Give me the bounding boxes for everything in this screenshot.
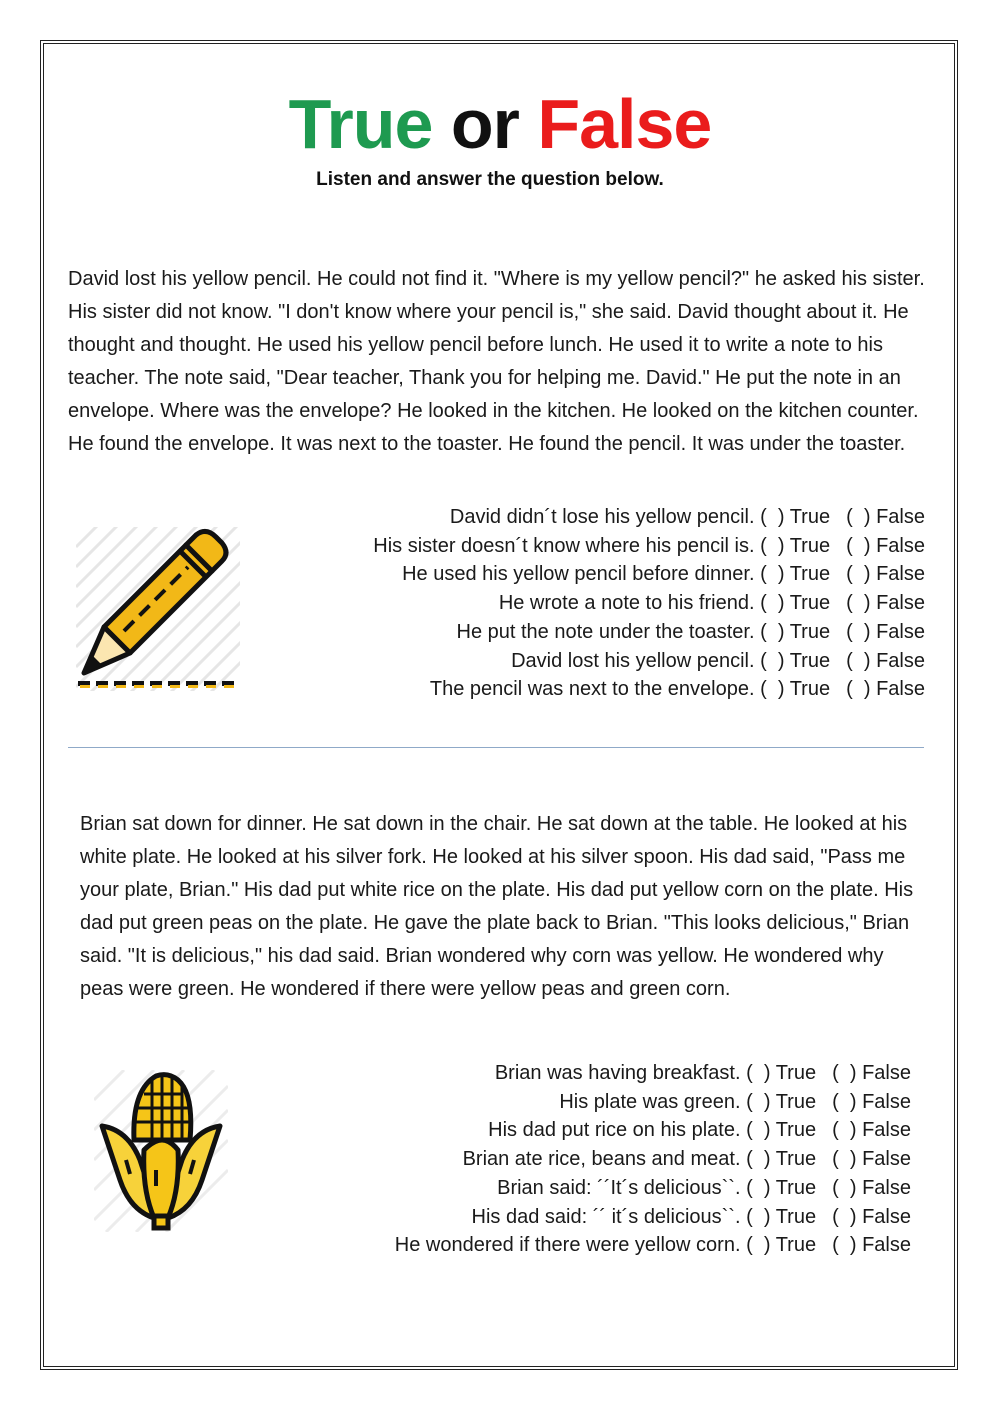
question-row [373, 675, 925, 704]
false-option[interactable]: ( ) False [832, 1090, 911, 1113]
true-option[interactable]: ( ) True [746, 1062, 817, 1084]
true-option[interactable]: ( ) True [760, 506, 831, 528]
question-row [373, 503, 925, 532]
question-text: Brian ate rice, beans and meat. [462, 1148, 741, 1171]
question-text: Brian said: ´´It´s delicious``. [497, 1176, 741, 1199]
question-row [395, 1231, 911, 1260]
question-row [395, 1203, 911, 1232]
true-option[interactable]: ( ) True [760, 563, 831, 586]
section-divider [68, 747, 924, 748]
true-option[interactable]: ( ) True [746, 1090, 817, 1113]
false-option[interactable]: ( ) False [846, 678, 925, 701]
question-text: He wrote a note to his friend. [498, 592, 755, 615]
true-option[interactable]: ( ) True [746, 1119, 817, 1142]
false-option[interactable]: ( ) False [846, 620, 925, 643]
question-text: He put the note under the toaster. [456, 620, 755, 643]
worksheet-title [0, 82, 1000, 166]
question-text: His dad put rice on his plate. [488, 1119, 741, 1142]
question-text: His sister doesn´t know where his pencil is. [373, 534, 755, 557]
question-text: He wondered if there were yellow corn. [394, 1234, 741, 1257]
true-option[interactable]: ( ) True [760, 592, 831, 615]
passage-brian: Brian sat down for dinner. He sat down in the chair. He sat down at the table. He looked at his white plate. He looked at his silver fork. He looked at his silver spoon. His dad said, "Pass me your plate, Brian." His dad put white rice on the plate. His dad put yellow corn on the plate. His dad put green peas on the plate. He gave the plate back to Brian. "This looks delicious," Brian said. "It is delicious," his dad said. Brian wondered why corn was yellow. He wondered why peas were green. He wondered if there were yellow peas and green corn. [80, 813, 914, 1000]
question-row [373, 589, 925, 618]
question-row [373, 532, 925, 561]
question-row [395, 1174, 911, 1203]
false-option[interactable]: ( ) False [846, 649, 925, 672]
false-option[interactable]: ( ) False [832, 1119, 911, 1142]
false-option[interactable]: ( ) False [832, 1062, 911, 1084]
true-option[interactable]: ( ) True [746, 1176, 817, 1199]
true-option[interactable]: ( ) True [746, 1148, 817, 1171]
false-option[interactable]: ( ) False [832, 1176, 911, 1199]
true-option[interactable]: ( ) True [760, 649, 831, 672]
false-option[interactable]: ( ) False [846, 592, 925, 615]
true-option[interactable]: ( ) True [760, 678, 831, 701]
question-row [395, 1145, 911, 1174]
question-row [395, 1088, 911, 1117]
title-true-word: True [288, 85, 433, 163]
title-or-word: or [450, 85, 519, 163]
question-text: David didn´t lose his yellow pencil. [449, 506, 755, 528]
question-list-david [373, 503, 925, 704]
pencil-icon [76, 527, 240, 691]
true-option[interactable]: ( ) True [760, 534, 831, 557]
question-row [395, 1116, 911, 1145]
false-option[interactable]: ( ) False [846, 506, 925, 528]
false-option[interactable]: ( ) False [832, 1205, 911, 1228]
true-option[interactable]: ( ) True [746, 1234, 817, 1257]
question-text: His plate was green. [559, 1090, 741, 1113]
question-row [373, 618, 925, 647]
question-row [395, 1059, 911, 1088]
true-option[interactable]: ( ) True [760, 620, 831, 643]
title-false-word: False [537, 85, 712, 163]
question-text: He used his yellow pencil before dinner. [402, 563, 755, 586]
question-text: His dad said: ´´ it´s delicious``. [471, 1205, 741, 1228]
question-row [373, 647, 925, 676]
false-option[interactable]: ( ) False [832, 1234, 911, 1257]
false-option[interactable]: ( ) False [846, 563, 925, 586]
question-text: The pencil was next to the envelope. [429, 678, 755, 701]
question-text: Brian was having breakfast. [494, 1062, 741, 1084]
false-option[interactable]: ( ) False [832, 1148, 911, 1171]
true-option[interactable]: ( ) True [746, 1205, 817, 1228]
corn-icon [94, 1070, 228, 1232]
question-list-brian [395, 1059, 911, 1260]
passage-david: David lost his yellow pencil. He could not find it. "Where is my yellow pencil?" he asked his sister. His sister did not know. "I don't know where your pencil is," she said. David thought about it. He thought and thought. He used his yellow pencil before lunch. He used it to write a note to his teacher. The note said, "Dear teacher, Thank you for helping me. David." He put the note in an envelope. Where was the envelope? He looked in the kitchen. He looked on the kitchen counter. He found the envelope. It was next to the toaster. He found the pencil. It was under the toaster. [68, 268, 925, 455]
false-option[interactable]: ( ) False [846, 534, 925, 557]
question-row [373, 560, 925, 589]
instructions: Listen and answer the question below. [316, 169, 664, 190]
question-text: David lost his yellow pencil. [511, 649, 755, 672]
